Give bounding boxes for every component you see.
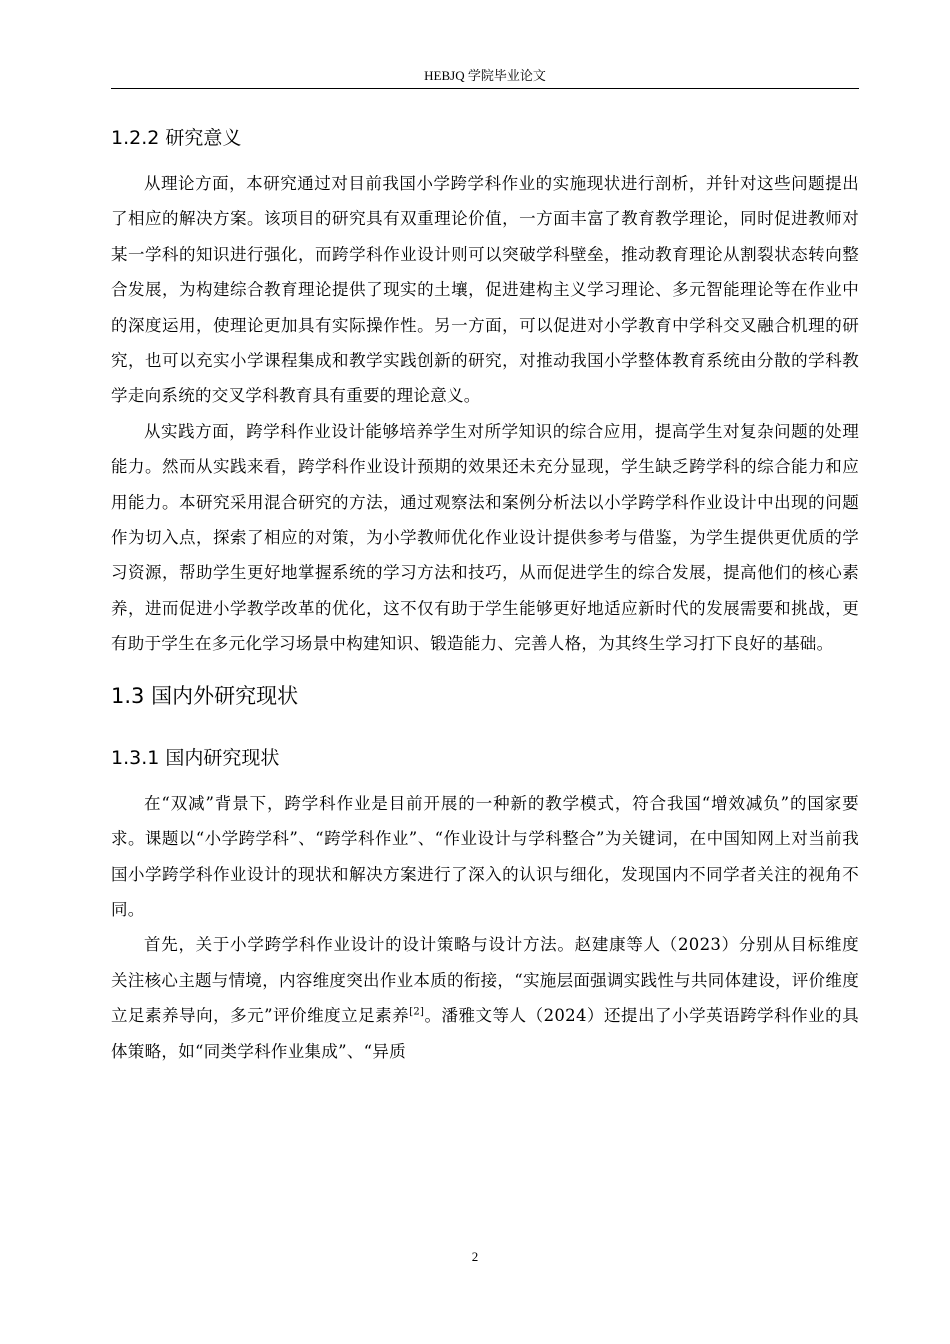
page-number: 2 [471,1249,479,1264]
heading-1-3: 1.3 国内外研究现状 [111,683,299,708]
paragraph-practice: 从实践方面，跨学科作业设计能够培养学生对所学知识的综合应用，提高学生对复杂问题的处理能力。然而从实践来看，跨学科作业设计预期的效果还未充分显现，学生缺乏跨学科的综合能力和应用能力。本研究采用混合研究的方法，通过观察法和案例分析法以小学跨学科作业设计中出现的问题作为切入点，探索了相应的对策，为小学教师优化作业设计提供参考与借鉴，为学生提供更优质的学习资源，帮助学生更好地掌握系统的学习方法和技巧，从而促进学生的综合发展，提高他们的核心素养，进而促进小学教学改革的优化，这不仅有助于学生能够更好地适应新时代的发展需要和挑战，更有助于学生在多元化学习场景中构建知识、锻造能力、完善人格，为其终生学习打下良好的基础。 [111,421,859,654]
paragraph-theory: 从理论方面，本研究通过对目前我国小学跨学科作业的实施现状进行剖析，并针对这些问题提出了相应的解决方案。该项目的研究具有双重理论价值，一方面丰富了教育教学理论，同时促进教师对某一学科的知识进行强化，而跨学科作业设计则可以突破学科壁垒，推动教育理论从割裂状态转向整合发展，为构建综合教育理论提供了现实的土壤，促进建构主义学习理论、多元智能理论等在作业中的深度运用，使理论更加具有实际操作性。另一方面，可以促进对小学教育中学科交叉融合机理的研究，也可以充实小学课程集成和教学实践创新的研究，对推动我国小学整体教育系统由分散的学科教学走向系统的交叉学科教育具有重要的理论意义。 [111,174,859,406]
paragraph-domestic-intro: 在“双减”背景下，跨学科作业是目前开展的一种新的教学模式，符合我国“增效减负”的国家要求。课题以“小学跨学科”、“跨学科作业”、“作业设计与学科整合”为关键词，在中国知网上对当前我国小学跨学科作业设计的现状和解决方案进行了深入的认识与细化，发现国内不同学者关注的视角不同。 [111,793,859,919]
heading-1-2-2: 1.2.2 研究意义 [111,127,242,149]
citation-marker[interactable]: [2] [409,1006,425,1018]
heading-1-3-1: 1.3.1 国内研究现状 [111,746,280,769]
page-header: HEBJQ 学院毕业论文 [111,66,859,89]
paragraph-text-after-citation: 。潘雅文等人（2024）还提出了小学英语跨学科作业的具体策略，如“同类学科作业集成”、“异质 [111,1006,859,1061]
page-body [111,118,859,1069]
paragraph-domestic-strategy [111,927,859,1069]
paragraph-text-before-citation: 首先，关于小学跨学科作业设计的设计策略与设计方法。赵建康等人（2023）分别从目标维度关注核心主题与情境，内容维度突出作业本质的衔接，“实施层面强调实践性与共同体建设，评价维度立足素养导向，多元”评价维度立足素养 [111,935,859,1026]
